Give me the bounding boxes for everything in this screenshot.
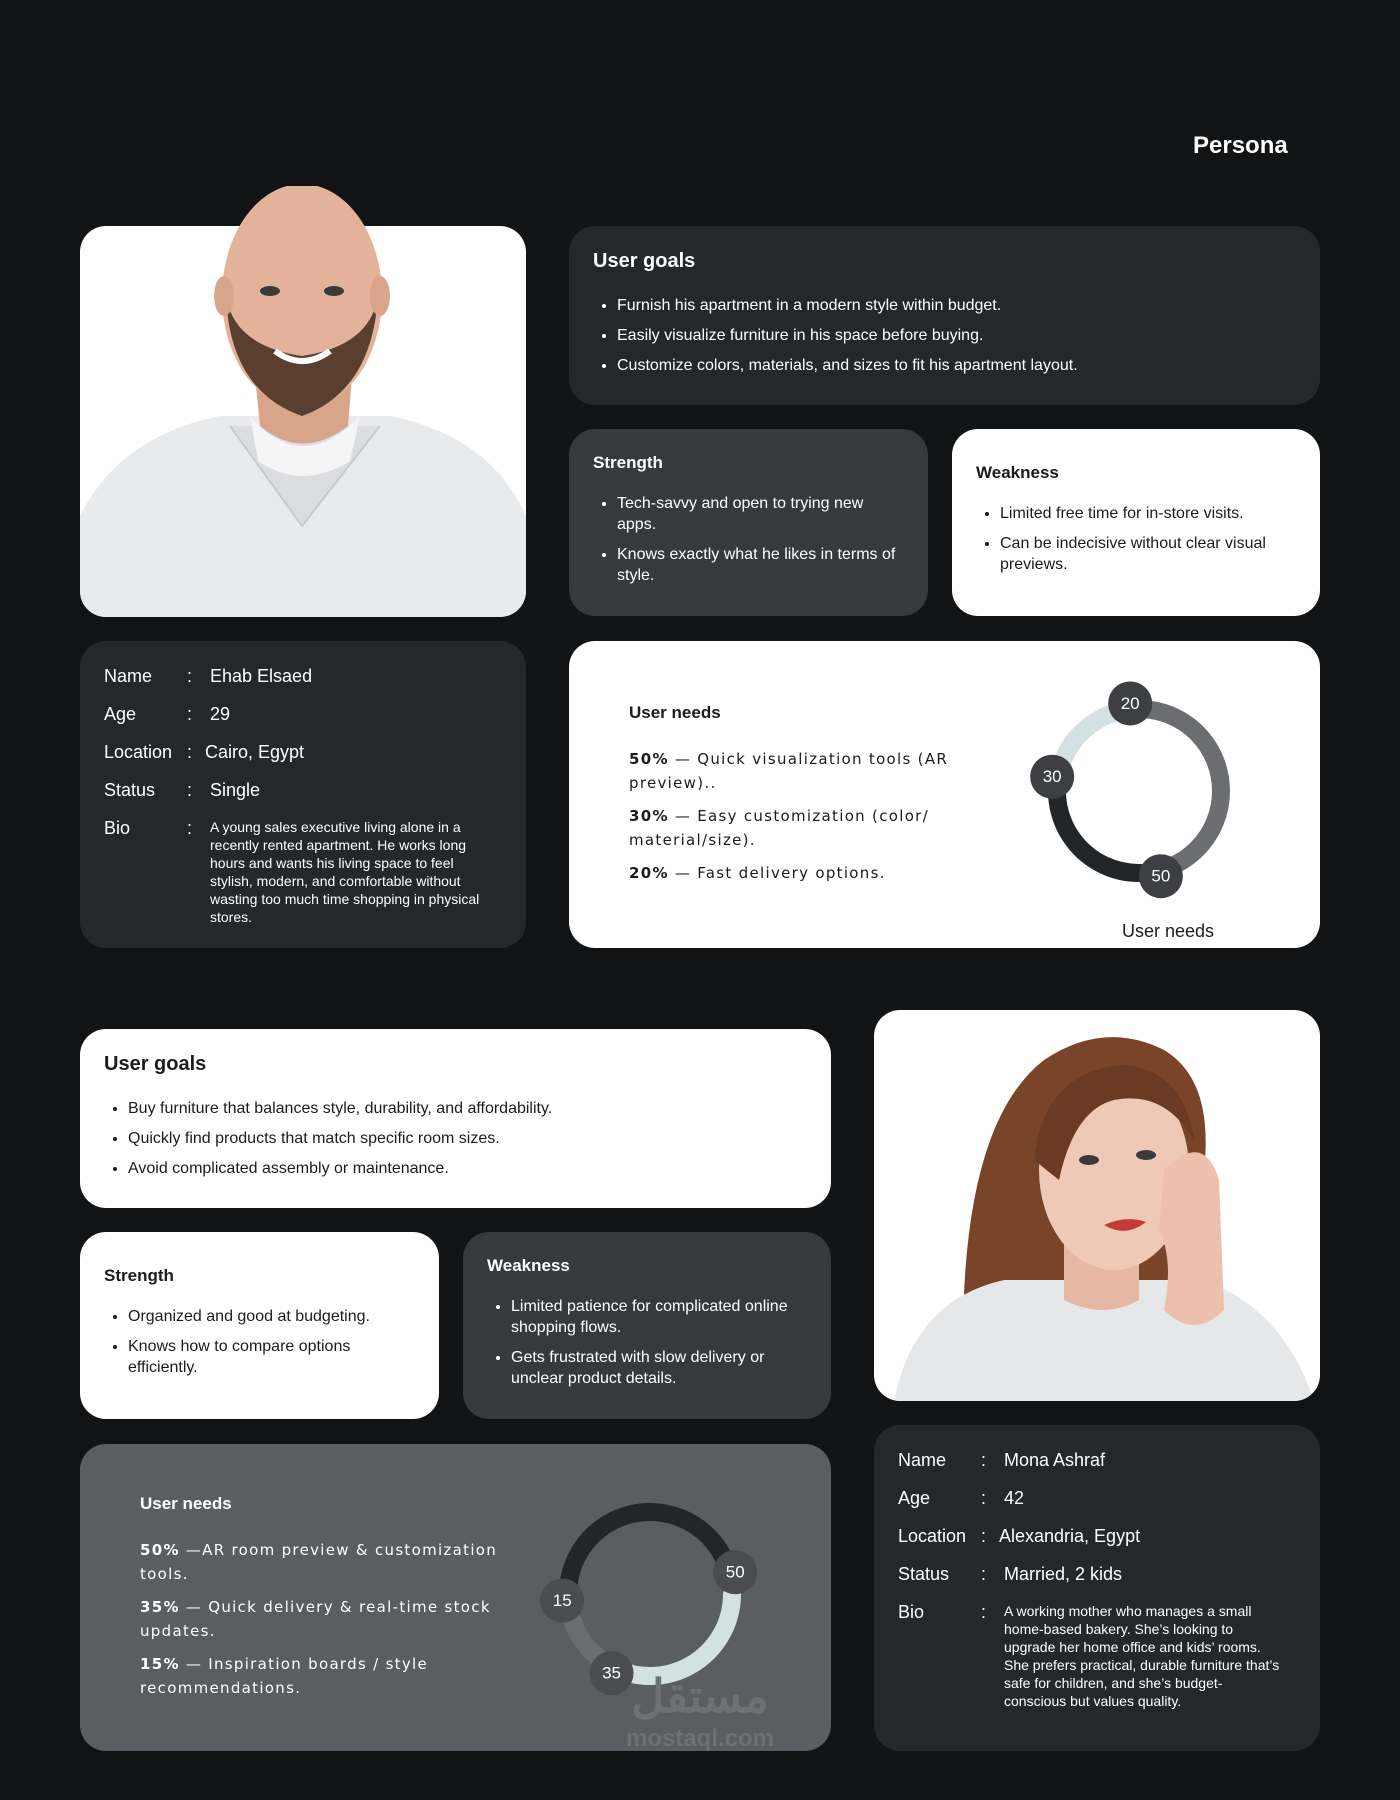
donut-value-bubble xyxy=(1139,854,1183,898)
list-item xyxy=(140,1652,510,1700)
donut-value-bubble xyxy=(540,1579,584,1623)
goals-list xyxy=(104,1098,807,1179)
colon: : xyxy=(187,818,193,838)
strength-list xyxy=(593,493,904,586)
colon: : xyxy=(981,1488,987,1508)
persona1-info-card xyxy=(80,641,526,948)
weakness-list xyxy=(487,1296,807,1389)
watermark-logo xyxy=(600,1664,800,1754)
persona2-info-card xyxy=(874,1425,1320,1751)
weakness-title: Weakness xyxy=(976,463,1059,482)
list-item: • Limited patience for complicated online shopping flows. xyxy=(511,1296,807,1338)
info-value: Cairo, Egypt xyxy=(205,742,305,762)
donut-value-label: 35 xyxy=(602,1663,621,1683)
need-text: — Easy customization (color/ material/size). xyxy=(629,807,929,849)
need-percent: 50% xyxy=(629,750,669,768)
list-item: • Quickly find products that match specific room sizes. xyxy=(128,1128,807,1149)
need-text: —AR room preview & customization tools. xyxy=(140,1541,498,1583)
list-item: • Limited free time for in-store visits. xyxy=(1000,503,1296,524)
list-item: • Gets frustrated with slow delivery or unclear product details. xyxy=(511,1347,807,1389)
donut-value-bubble xyxy=(1108,681,1152,725)
need-percent: 30% xyxy=(629,807,669,825)
persona2-weakness-card xyxy=(463,1232,831,1419)
woman-portrait-image xyxy=(874,1010,1320,1401)
info-value: Married, 2 kids xyxy=(1004,1564,1123,1584)
need-percent: 35% xyxy=(140,1598,180,1616)
list-item xyxy=(140,1595,510,1643)
info-label: Status xyxy=(898,1564,950,1584)
list-item: • Can be indecisive without clear visual previews. xyxy=(1000,533,1296,575)
info-value: Alexandria, Egypt xyxy=(999,1526,1141,1546)
list-item xyxy=(629,747,959,795)
goals-list xyxy=(593,295,1296,376)
list-item: • Knows how to compare options efficiently. xyxy=(128,1336,415,1378)
info-label: Status xyxy=(104,780,156,800)
page-title: Persona xyxy=(1193,132,1288,159)
colon: : xyxy=(981,1450,987,1470)
colon: : xyxy=(187,780,193,800)
goals-title: User goals xyxy=(593,250,696,272)
donut-value-label: 20 xyxy=(1120,693,1140,713)
watermark-latin: mostaql.com xyxy=(625,1725,775,1752)
info-label: Location xyxy=(104,742,173,762)
persona2-needs-card xyxy=(80,1444,831,1751)
info-row-status xyxy=(898,1564,1296,1585)
user-needs-donut-chart xyxy=(1009,681,1269,911)
donut-value-label: 50 xyxy=(725,1562,745,1582)
persona1-strength-card xyxy=(569,429,928,616)
donut-value-bubble xyxy=(713,1550,757,1594)
strength-list xyxy=(104,1306,415,1378)
man-portrait-image xyxy=(80,226,526,617)
donut-slice xyxy=(1139,709,1221,873)
persona1-goals-card xyxy=(569,226,1320,405)
colon: : xyxy=(187,666,193,686)
weakness-list xyxy=(976,503,1296,575)
info-row-name xyxy=(104,666,502,687)
persona2-strength-card xyxy=(80,1232,439,1419)
list-item: • Tech-savvy and open to trying new apps. xyxy=(617,493,904,535)
needs-list xyxy=(629,747,959,885)
info-row-name xyxy=(898,1450,1296,1471)
info-value: 42 xyxy=(1004,1488,1025,1508)
bio-text: A working mother who manages a small home-based bakery. She’s looking to upgrade her home office and kids’ rooms. She prefers practical, durable furniture that’s safe for children, and she’s budget-conscious but values quality. xyxy=(1004,1603,1280,1709)
list-item: • Knows exactly what he likes in terms of style. xyxy=(617,544,904,586)
goals-title: User goals xyxy=(104,1053,207,1075)
colon: : xyxy=(187,742,193,762)
need-text: — Quick visualization tools (AR preview).. xyxy=(629,750,949,792)
info-value: 29 xyxy=(210,704,231,724)
list-item: • Buy furniture that balances style, durability, and affordability. xyxy=(128,1098,807,1119)
need-text: — Quick delivery & real-time stock updates. xyxy=(140,1598,491,1640)
info-label: Location xyxy=(898,1526,967,1546)
need-text: — Fast delivery options. xyxy=(668,864,886,882)
donut-slice xyxy=(568,1512,732,1594)
needs-title: User needs xyxy=(140,1494,232,1513)
info-label: Bio xyxy=(104,818,131,838)
need-percent: 20% xyxy=(629,864,669,882)
info-row-status xyxy=(104,780,502,801)
list-item: • Avoid complicated assembly or maintenance. xyxy=(128,1158,807,1179)
donut-value-label: 50 xyxy=(1151,866,1171,886)
colon: : xyxy=(187,704,193,724)
info-row-bio xyxy=(898,1602,1296,1710)
persona1-weakness-card xyxy=(952,429,1320,616)
need-text: — Inspiration boards / style recommendations. xyxy=(140,1655,429,1697)
strength-title: Strength xyxy=(104,1266,174,1285)
info-row-bio xyxy=(104,818,502,926)
need-percent: 15% xyxy=(140,1655,180,1673)
list-item: • Easily visualize furniture in his space before buying. xyxy=(617,325,1296,346)
watermark-arabic: مستقل xyxy=(631,1670,769,1722)
info-label: Name xyxy=(898,1450,947,1470)
info-value: Mona Ashraf xyxy=(1004,1450,1106,1470)
list-item xyxy=(629,861,959,885)
info-label: Age xyxy=(898,1488,931,1508)
persona1-needs-card xyxy=(569,641,1320,948)
info-row-age xyxy=(104,704,502,725)
info-row-age xyxy=(898,1488,1296,1509)
list-item xyxy=(140,1538,510,1586)
info-row-location xyxy=(898,1526,1296,1547)
strength-title: Strength xyxy=(593,453,663,472)
info-value: Ehab Elsaed xyxy=(210,666,313,686)
list-item: • Customize colors, materials, and sizes to fit his apartment layout. xyxy=(617,355,1296,376)
list-item: • Furnish his apartment in a modern style within budget. xyxy=(617,295,1296,316)
colon: : xyxy=(981,1526,987,1546)
needs-title: User needs xyxy=(629,703,721,722)
list-item xyxy=(629,804,959,852)
persona1-photo xyxy=(80,226,526,617)
donut-value-label: 15 xyxy=(552,1591,572,1611)
need-percent: 50% xyxy=(140,1541,180,1559)
donut-value-label: 30 xyxy=(1042,767,1062,787)
persona2-goals-card xyxy=(80,1029,831,1208)
colon: : xyxy=(981,1602,987,1622)
needs-list xyxy=(140,1538,510,1700)
persona2-photo xyxy=(874,1010,1320,1401)
info-label: Bio xyxy=(898,1602,925,1622)
info-label: Name xyxy=(104,666,153,686)
donut-value-bubble xyxy=(1030,755,1074,799)
chart-caption: User needs xyxy=(1122,921,1215,941)
bio-text: A young sales executive living alone in a recently rented apartment. He works long hours and wants his living space to feel stylish, modern, and comfortable without wasting too much time shopping in physical stores. xyxy=(210,819,480,925)
colon: : xyxy=(981,1564,987,1584)
list-item: • Organized and good at budgeting. xyxy=(128,1306,415,1327)
weakness-title: Weakness xyxy=(487,1256,570,1275)
info-label: Age xyxy=(104,704,137,724)
info-value: Single xyxy=(210,780,261,800)
info-row-location xyxy=(104,742,502,763)
